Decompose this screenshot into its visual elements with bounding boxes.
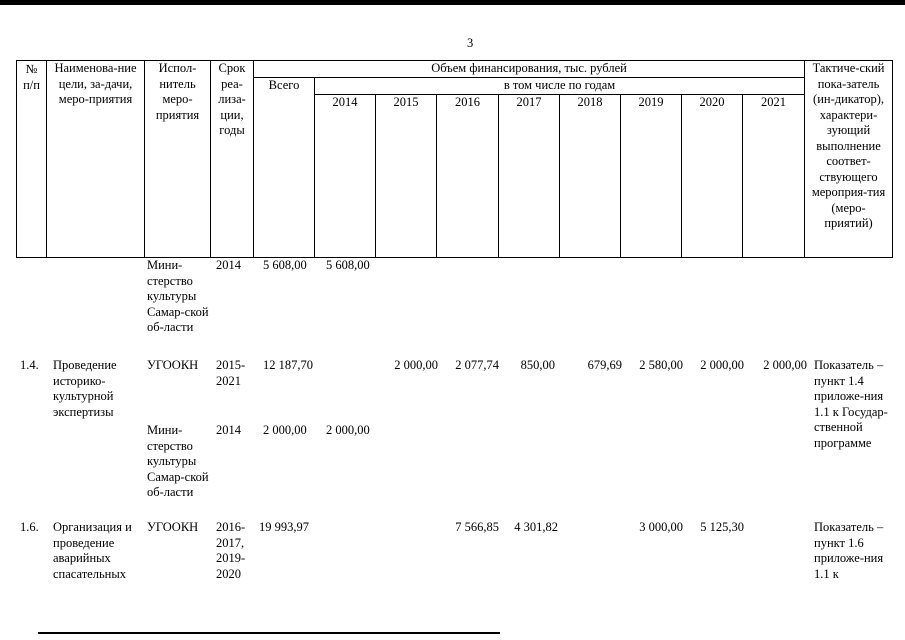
row-name: Проведение историко-культурной экспертизы: [53, 358, 117, 419]
row-y2019: 3 000,00: [639, 520, 683, 534]
row-y2017: 4 301,82: [514, 520, 558, 534]
row-total: 2 000,00: [263, 423, 307, 437]
row-indicator: Показатель – пункт 1.4 приложе-ния 1.1 к Государ-ственной программе: [814, 358, 888, 450]
row-num: 1.6.: [20, 520, 39, 534]
header-year: 2016: [437, 94, 499, 257]
row-y2014: 5 608,00: [326, 258, 370, 272]
row-name: Организация и проведение аварийных спасательных: [53, 520, 132, 581]
header-year: 2018: [560, 94, 621, 257]
row-y2019: 2 580,00: [639, 358, 683, 372]
row-executor: УГООКН: [147, 358, 199, 372]
row-total: 5 608,00: [263, 258, 307, 272]
row-y2017: 850,00: [520, 358, 555, 372]
row-executor: УГООКН: [147, 520, 199, 534]
row-total: 12 187,70: [263, 358, 313, 372]
header-term: Срок реа-лиза-ции, годы: [211, 61, 254, 258]
row-y2016: 2 077,74: [455, 358, 499, 372]
row-total: 19 993,97: [259, 520, 309, 534]
page-number: 3: [467, 36, 474, 50]
row-executor: Мини-стерство культуры Самар-ской об-ласти: [147, 258, 209, 334]
header-name: Наименова-ние цели, за-дачи, меро-приятия: [47, 61, 145, 258]
header-table: [16, 60, 893, 258]
header-total: Всего: [254, 77, 315, 257]
row-term: 2014: [216, 258, 241, 272]
row-y2014: 2 000,00: [326, 423, 370, 437]
header-year: 2014: [315, 94, 376, 257]
row-y2015: 2 000,00: [394, 358, 438, 372]
header-executor: Испол-нитель меро-приятия: [145, 61, 211, 258]
top-border: [0, 0, 905, 5]
header-funding: Объем финансирования, тыс. рублей: [254, 61, 805, 78]
row-y2020: 5 125,30: [700, 520, 744, 534]
row-indicator: Показатель – пункт 1.6 приложе-ния 1.1 к: [814, 520, 884, 581]
header-year: 2015: [376, 94, 437, 257]
row-y2021: 2 000,00: [763, 358, 807, 372]
row-y2020: 2 000,00: [700, 358, 744, 372]
row-y2018: 679,69: [587, 358, 622, 372]
header-year: 2020: [682, 94, 743, 257]
row-num: 1.4.: [20, 358, 39, 372]
row-term: 2015-2021: [216, 358, 246, 388]
header-indicator: Тактиче-ский пока-затель (ин-дикатор), характери-зующий выполнение соответ-ствующего мероприя-тия (меро-приятий): [805, 61, 893, 258]
header-num: № п/п: [17, 61, 47, 258]
bottom-border: [38, 632, 500, 634]
row-executor: Мини-стерство культуры Самар-ской об-ласти: [147, 423, 209, 499]
header-by-years: в том числе по годам: [315, 77, 805, 94]
header-year: 2019: [621, 94, 682, 257]
header-year: 2017: [499, 94, 560, 257]
row-term: 2016-2017, 2019-2020: [216, 520, 246, 581]
header-year: 2021: [743, 94, 805, 257]
row-term: 2014: [216, 423, 241, 437]
row-y2016: 7 566,85: [455, 520, 499, 534]
